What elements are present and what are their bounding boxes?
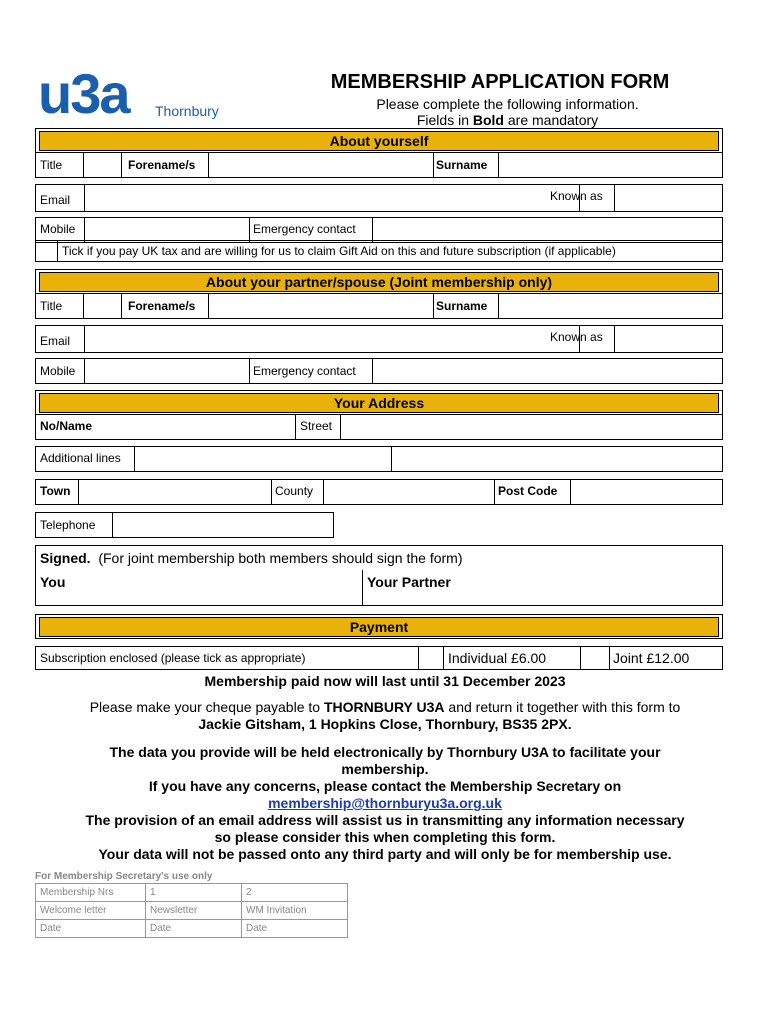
address-town-row (35, 479, 723, 505)
partner-forename-input[interactable] (208, 294, 434, 318)
partner-known-as-label: Known as (550, 330, 603, 344)
surname-label: Surname (436, 158, 488, 172)
office-row-3 (35, 919, 348, 938)
instr-pre: Fields in (416, 112, 473, 128)
telephone-input[interactable] (112, 513, 333, 537)
known-as-input[interactable] (614, 185, 722, 211)
address-no-street-row (35, 414, 723, 440)
street-input[interactable] (340, 415, 722, 439)
telephone-label: Telephone (40, 518, 96, 532)
joint-checkbox[interactable] (580, 647, 610, 669)
partner-name-row (35, 293, 723, 319)
about-email-row (35, 184, 723, 212)
instr-bold: Bold (472, 112, 504, 128)
gift-aid-row (35, 240, 723, 262)
subscription-label: Subscription enclosed (please tick as appropriate) (40, 651, 306, 665)
data-statement-5: so please consider this when completing this form. (214, 829, 556, 845)
town-label: Town (40, 484, 71, 498)
partner-email-label: Email (40, 334, 71, 348)
data-statement-1: The data you provide will be held electronically by Thornbury U3A to facilitate your (109, 744, 661, 760)
partner-surname-label: Surname (436, 299, 488, 313)
date-label-1: Date (40, 923, 62, 934)
signed-note: (For joint membership both members should sign the form) (98, 550, 463, 566)
date-label-2: Date (150, 923, 172, 934)
logo-mark: u3a (38, 62, 129, 125)
individual-option: Individual £6.00 (448, 650, 547, 666)
email-input[interactable] (84, 185, 580, 211)
payment-heading: Payment (39, 617, 719, 637)
known-as-label: Known as (550, 189, 603, 203)
partner-forename-label: Forename/s (128, 299, 196, 313)
about-name-row (35, 152, 723, 178)
signed-label (40, 550, 463, 566)
partner-title-input[interactable] (83, 294, 122, 318)
partner-email-row (35, 325, 723, 353)
wm-invitation-label: WM Invitation (246, 905, 307, 916)
surname-input[interactable] (498, 153, 722, 177)
subscription-row (35, 646, 723, 670)
cheque-post: and return it together with this form to (444, 699, 681, 715)
additional-lines-label: Additional lines (40, 451, 121, 465)
no-name-input[interactable] (36, 415, 296, 439)
partner-known-as-input[interactable] (614, 326, 722, 352)
data-statement-6: Your data will not be passed onto any third party and will only be for membership use. (98, 846, 672, 862)
county-input[interactable] (323, 480, 495, 504)
additional-line-1-input[interactable] (134, 447, 392, 471)
cheque-instruction (0, 699, 770, 715)
office-row-2 (35, 901, 348, 920)
about-yourself-heading: About yourself (39, 131, 719, 151)
date-label-3: Date (246, 923, 268, 934)
postcode-input[interactable] (570, 480, 722, 504)
nr-2: 2 (246, 887, 252, 898)
instr-post: are mandatory (503, 112, 599, 128)
membership-nrs-label: Membership Nrs (40, 887, 114, 898)
you-signature-label: You (40, 574, 66, 590)
partner-emergency-label: Emergency contact (253, 364, 356, 378)
title-input[interactable] (84, 153, 122, 177)
individual-checkbox[interactable] (418, 647, 444, 669)
partner-mobile-row (35, 358, 723, 384)
emergency-input[interactable] (372, 218, 722, 242)
membership-email-link[interactable] (0, 795, 770, 811)
partner-mobile-label: Mobile (40, 364, 76, 378)
telephone-row (35, 512, 334, 538)
postcode-label: Post Code (498, 484, 558, 498)
no-name-label: No/Name (40, 419, 93, 433)
logo-place: Thornbury (155, 103, 219, 119)
u3a-logo (38, 62, 228, 125)
gift-aid-checkbox[interactable] (36, 241, 58, 261)
additional-line-2-input[interactable] (392, 447, 722, 471)
newsletter-label: Newsletter (150, 905, 198, 916)
office-use-heading: For Membership Secretary's use only (35, 871, 213, 882)
gift-aid-label: Tick if you pay UK tax and are willing for us to claim Gift Aid on this and future subscription (if applicable) (62, 244, 616, 258)
partner-heading: About your partner/spouse (Joint membership only) (39, 272, 719, 292)
forename-label: Forename/s (128, 158, 196, 172)
partner-mobile-input[interactable] (84, 359, 250, 383)
town-input[interactable] (78, 480, 272, 504)
partner-signature-label: Your Partner (367, 574, 451, 590)
data-statement-3: If you have any concerns, please contact the Membership Secretary on (148, 778, 622, 794)
form-instruction-1: Please complete the following information. (376, 96, 639, 112)
office-cell-1[interactable] (145, 884, 242, 901)
partner-email-input[interactable] (84, 326, 580, 352)
emergency-label: Emergency contact (253, 222, 356, 236)
partner-emergency-input[interactable] (372, 359, 722, 383)
address-additional-row (35, 446, 723, 472)
mobile-label: Mobile (40, 222, 76, 236)
cheque-bold: THORNBURY U3A (323, 699, 445, 715)
signature-section (35, 545, 723, 606)
county-label: County (275, 484, 314, 498)
street-label: Street (300, 419, 333, 433)
signed-bold: Signed. (40, 550, 91, 566)
partner-title-label: Title (40, 299, 63, 313)
office-row-1 (35, 883, 348, 902)
cheque-pre: Please make your cheque payable to (89, 699, 324, 715)
data-statement-4: The provision of an email address will assist us in transmitting any information necessary (85, 812, 685, 828)
mobile-input[interactable] (84, 218, 250, 242)
you-signature-field[interactable] (36, 570, 363, 605)
email-label: Email (40, 193, 71, 207)
nr-1: 1 (150, 887, 156, 898)
welcome-letter-label: Welcome letter (40, 905, 107, 916)
data-statement-2: membership. (341, 761, 429, 777)
address-heading: Your Address (39, 393, 719, 413)
partner-surname-input[interactable] (498, 294, 722, 318)
title-label: Title (40, 158, 63, 172)
email-link-text[interactable]: membership@thornburyu3a.org.uk (268, 795, 502, 811)
forename-input[interactable] (208, 153, 434, 177)
paid-until-note: Membership paid now will last until 31 December 2023 (204, 673, 566, 689)
form-instruction-2 (300, 112, 715, 128)
return-address: Jackie Gitsham, 1 Hopkins Close, Thornbury, BS35 2PX. (198, 716, 572, 732)
partner-signature-field[interactable] (363, 570, 722, 605)
form-title: MEMBERSHIP APPLICATION FORM (330, 71, 670, 93)
joint-option: Joint £12.00 (613, 650, 690, 666)
